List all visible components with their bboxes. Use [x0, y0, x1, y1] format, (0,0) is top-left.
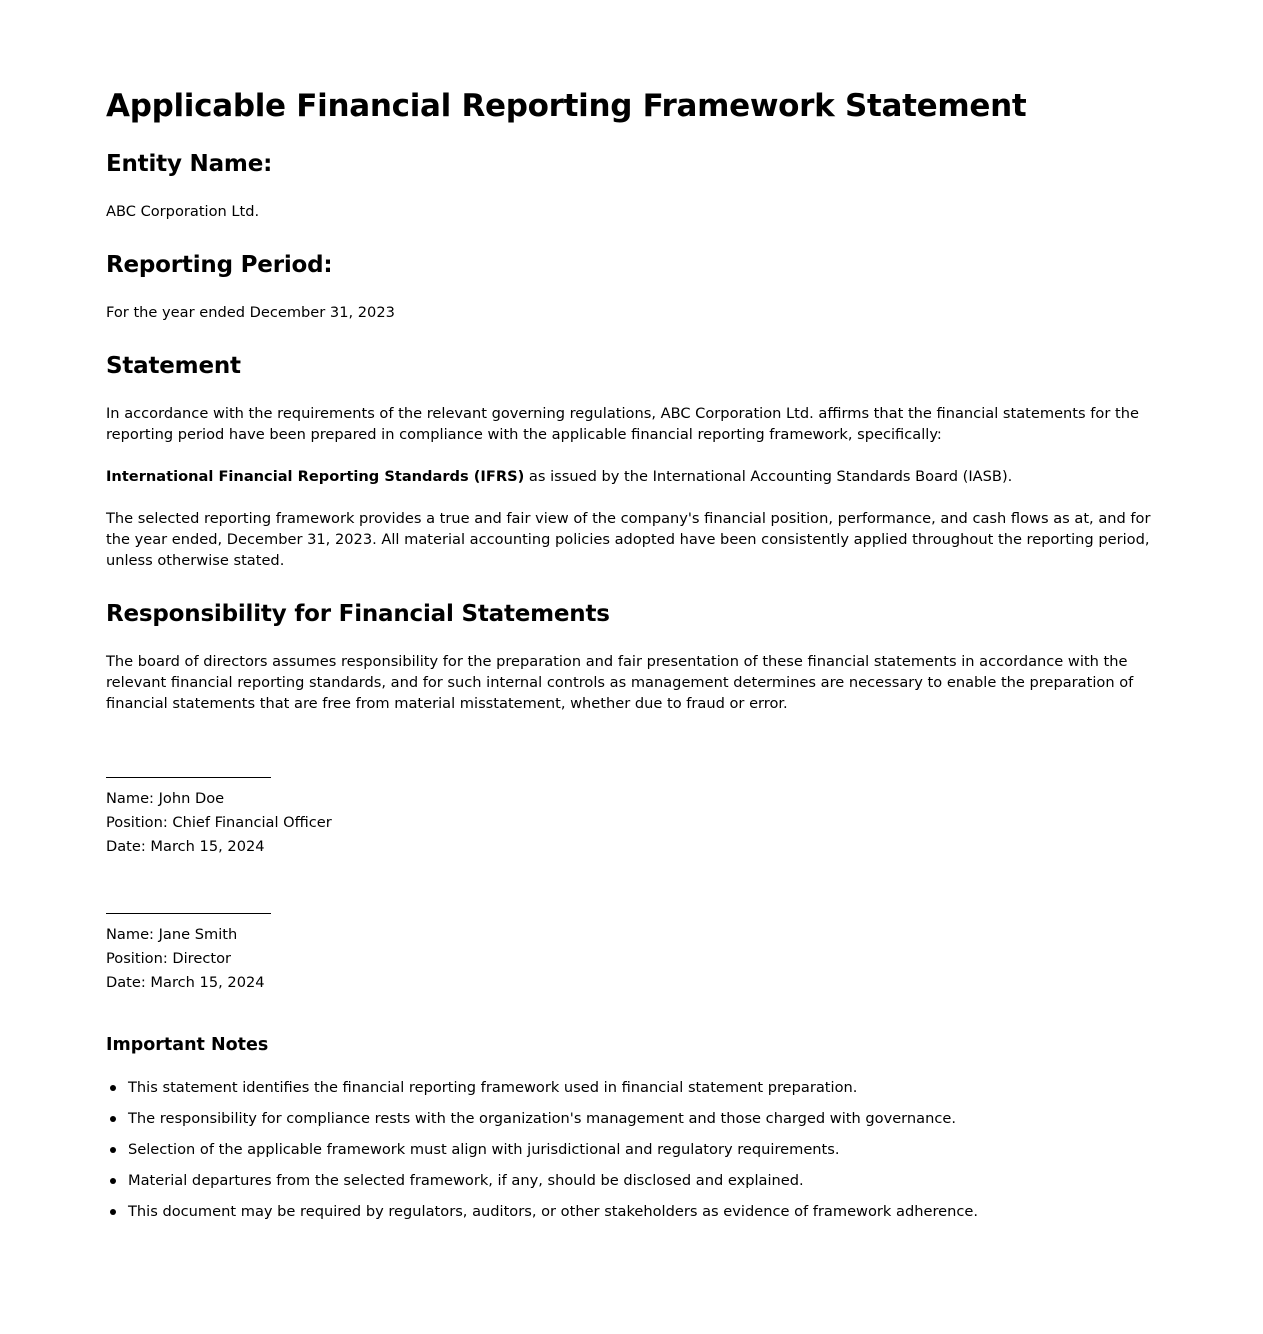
- statement-framework: [106, 466, 1012, 487]
- signatory-name: Name: Jane Smith: [106, 926, 238, 943]
- statement-paragraph-1: In accordance with the requirements of the relevant governing regulations, ABC Corporation Ltd. affirms that the financial statements for the reporting period have been prepared in compliance with the applicable financial reporting framework, specifically:: [106, 405, 1139, 443]
- signatory-position: Position: Director: [106, 950, 232, 967]
- important-notes-heading: Important Notes: [106, 1035, 269, 1055]
- important-notes-list: [106, 1077, 978, 1232]
- signature-block-2: [106, 913, 271, 995]
- bullet-icon: [110, 1085, 116, 1091]
- signatory-date: Date: March 15, 2024: [106, 838, 265, 855]
- entity-name-value: ABC Corporation Ltd.: [106, 203, 260, 220]
- reporting-period-value: For the year ended December 31, 2023: [106, 304, 395, 321]
- bullet-icon: [110, 1178, 116, 1184]
- bullet-icon: [110, 1209, 116, 1215]
- page-title: Applicable Financial Reporting Framework Statement: [106, 88, 1027, 124]
- bullet-icon: [110, 1116, 116, 1122]
- signature-block-1: [106, 777, 332, 859]
- reporting-period-heading: Reporting Period:: [106, 252, 333, 278]
- list-item: This statement identifies the financial reporting framework used in financial statement preparation.: [106, 1077, 978, 1108]
- responsibility-heading: Responsibility for Financial Statements: [106, 601, 610, 627]
- signatory-name: Name: John Doe: [106, 790, 225, 807]
- entity-name-heading: Entity Name:: [106, 151, 273, 177]
- responsibility-paragraph: The board of directors assumes responsibility for the preparation and fair presentation of these financial statements in accordance with the relevant financial reporting standards, and for such internal controls as management determines are necessary to enable the preparation of financial statements that are free from material misstatement, whether due to fraud or error.: [106, 653, 1134, 712]
- framework-name: International Financial Reporting Standards (IFRS): [106, 468, 525, 485]
- framework-issuer: as issued by the International Accounting Standards Board (IASB).: [524, 468, 1013, 485]
- signatory-position: Position: Chief Financial Officer: [106, 814, 332, 831]
- signatory-date: Date: March 15, 2024: [106, 974, 265, 991]
- signature-line: [106, 913, 271, 914]
- bullet-icon: [110, 1147, 116, 1153]
- list-item: Material departures from the selected framework, if any, should be disclosed and explained.: [106, 1170, 978, 1201]
- list-item: This document may be required by regulators, auditors, or other stakeholders as evidence of framework adherence.: [106, 1201, 978, 1232]
- statement-paragraph-3: The selected reporting framework provides a true and fair view of the company's financial position, performance, and cash flows as at, and for the year ended, December 31, 2023. All material accounting policies adopted have been consistently applied throughout the reporting period, unless otherwise stated.: [106, 510, 1151, 569]
- list-item: Selection of the applicable framework must align with jurisdictional and regulatory requirements.: [106, 1139, 978, 1170]
- statement-heading: Statement: [106, 353, 241, 379]
- list-item: The responsibility for compliance rests with the organization's management and those charged with governance.: [106, 1108, 978, 1139]
- signature-line: [106, 777, 271, 778]
